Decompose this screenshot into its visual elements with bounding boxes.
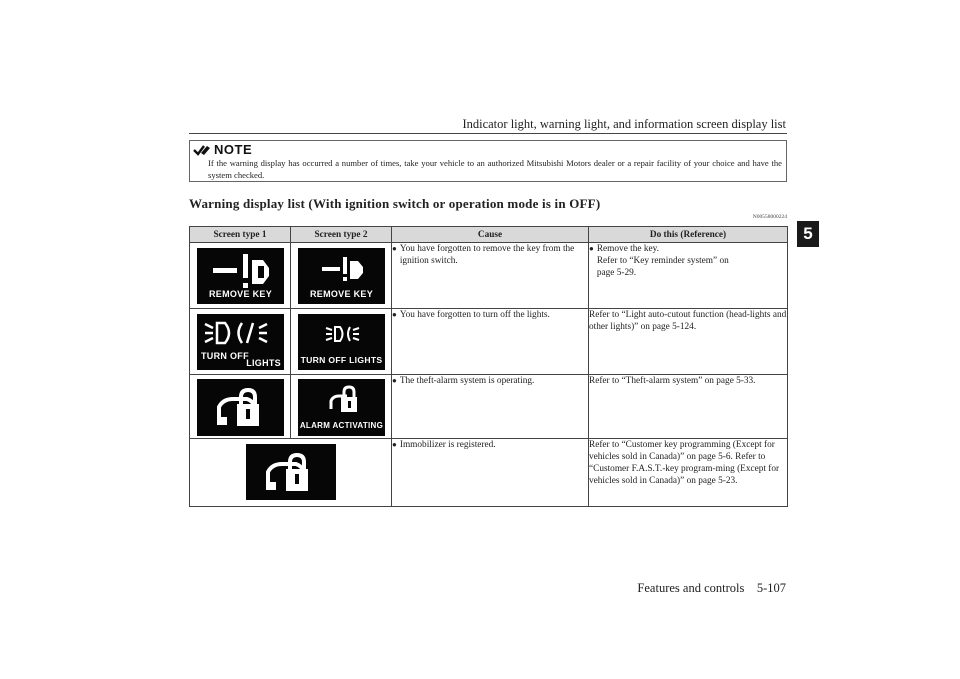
remove-key-caption-1: REMOVE KEY (208, 289, 272, 299)
alarm-activating-caption: ALARM ACTIVATING (299, 421, 384, 430)
col-do-this: Do this (Reference) (589, 227, 788, 243)
remove-key-panel (197, 248, 284, 304)
note-check-icon (193, 144, 211, 156)
screen1-cell (190, 375, 291, 439)
running-header: Indicator light, warning light, and information screen display list (462, 117, 786, 131)
todo-text: Refer to “Key reminder system” on page 5-29. (596, 256, 729, 278)
warning-display-table (189, 226, 788, 507)
cause-cell (392, 375, 589, 439)
note-heading (193, 142, 252, 157)
theft-alarm-panel (197, 379, 284, 436)
section-title: Warning display list (With ignition switch or operation mode is in OFF) (189, 196, 601, 211)
screen-merged-cell (190, 439, 392, 507)
col-screen-type-1: Screen type 1 (190, 227, 291, 243)
cause-cell (392, 439, 589, 507)
col-screen-type-2: Screen type 2 (291, 227, 392, 243)
table-row (190, 309, 788, 375)
todo-bullet-text: Remove the key. (596, 244, 659, 254)
bullet-icon: ● (392, 310, 397, 319)
note-box (189, 140, 787, 182)
todo-text: Refer to “Customer key programming (Except for vehicles sold in Canada)” on page 5-6. Refer to “Customer F.A.S.T.-key program-ming (Except for vehicles sold in Canada)” on page 5-23. (589, 440, 780, 486)
table-row (190, 375, 788, 439)
table-row (190, 243, 788, 309)
bullet-icon: ● (392, 244, 397, 253)
turn-off-caption: TURN OFF (201, 351, 249, 361)
screen1-cell (190, 309, 291, 375)
cause-text: Immobilizer is registered. (399, 440, 496, 450)
alarm-activating-panel (298, 379, 385, 436)
note-label: NOTE (214, 142, 253, 157)
headlight-icon (197, 314, 284, 348)
page-footer: Features and controls 5-107 (637, 581, 786, 595)
bullet-icon: ● (392, 376, 397, 385)
key-warning-icon (298, 248, 385, 288)
bullet-icon: ● (589, 244, 594, 253)
header-rule (189, 133, 787, 134)
screen2-cell (291, 243, 392, 309)
table-header-row (190, 227, 788, 243)
screen2-cell (291, 375, 392, 439)
lock-car-icon (197, 379, 284, 436)
chapter-tab: 5 (797, 221, 819, 247)
doc-code: N00558000224 (752, 214, 787, 220)
todo-text: Refer to “Light auto-cutout function (head-lights and other lights)” on page 5-124. (589, 310, 787, 332)
cause-text: You have forgotten to remove the key from the ignition switch. (399, 244, 575, 266)
screen2-cell (291, 309, 392, 375)
key-warning-icon (197, 248, 284, 290)
turn-off-lights-caption: TURN OFF LIGHTS (300, 355, 383, 365)
todo-cell (589, 243, 788, 309)
todo-text: Refer to “Theft-alarm system” on page 5-33. (589, 376, 756, 386)
lock-car-icon (246, 444, 336, 500)
lights-caption: LIGHTS (246, 358, 281, 368)
screen1-cell (190, 243, 291, 309)
todo-cell (589, 375, 788, 439)
table-row (190, 439, 788, 507)
todo-cell (589, 309, 788, 375)
headlight-icon (298, 314, 385, 354)
todo-cell (589, 439, 788, 507)
col-cause: Cause (392, 227, 589, 243)
remove-key-caption-2: REMOVE KEY (309, 289, 373, 299)
cause-cell (392, 243, 589, 309)
bullet-icon: ● (392, 440, 397, 449)
remove-key-panel-2 (298, 248, 385, 304)
immobilizer-panel (246, 444, 336, 500)
turn-off-lights-panel (197, 314, 284, 370)
note-text: If the warning display has occurred a number of times, take your vehicle to an authorized Mitsubishi Motors dealer or a repair facility of your choice and have the system checked. (208, 158, 782, 180)
cause-text: You have forgotten to turn off the lights. (399, 310, 550, 320)
cause-cell (392, 309, 589, 375)
lock-car-icon (298, 379, 385, 419)
cause-text: The theft-alarm system is operating. (399, 376, 535, 386)
turn-off-lights-panel-2 (298, 314, 385, 370)
